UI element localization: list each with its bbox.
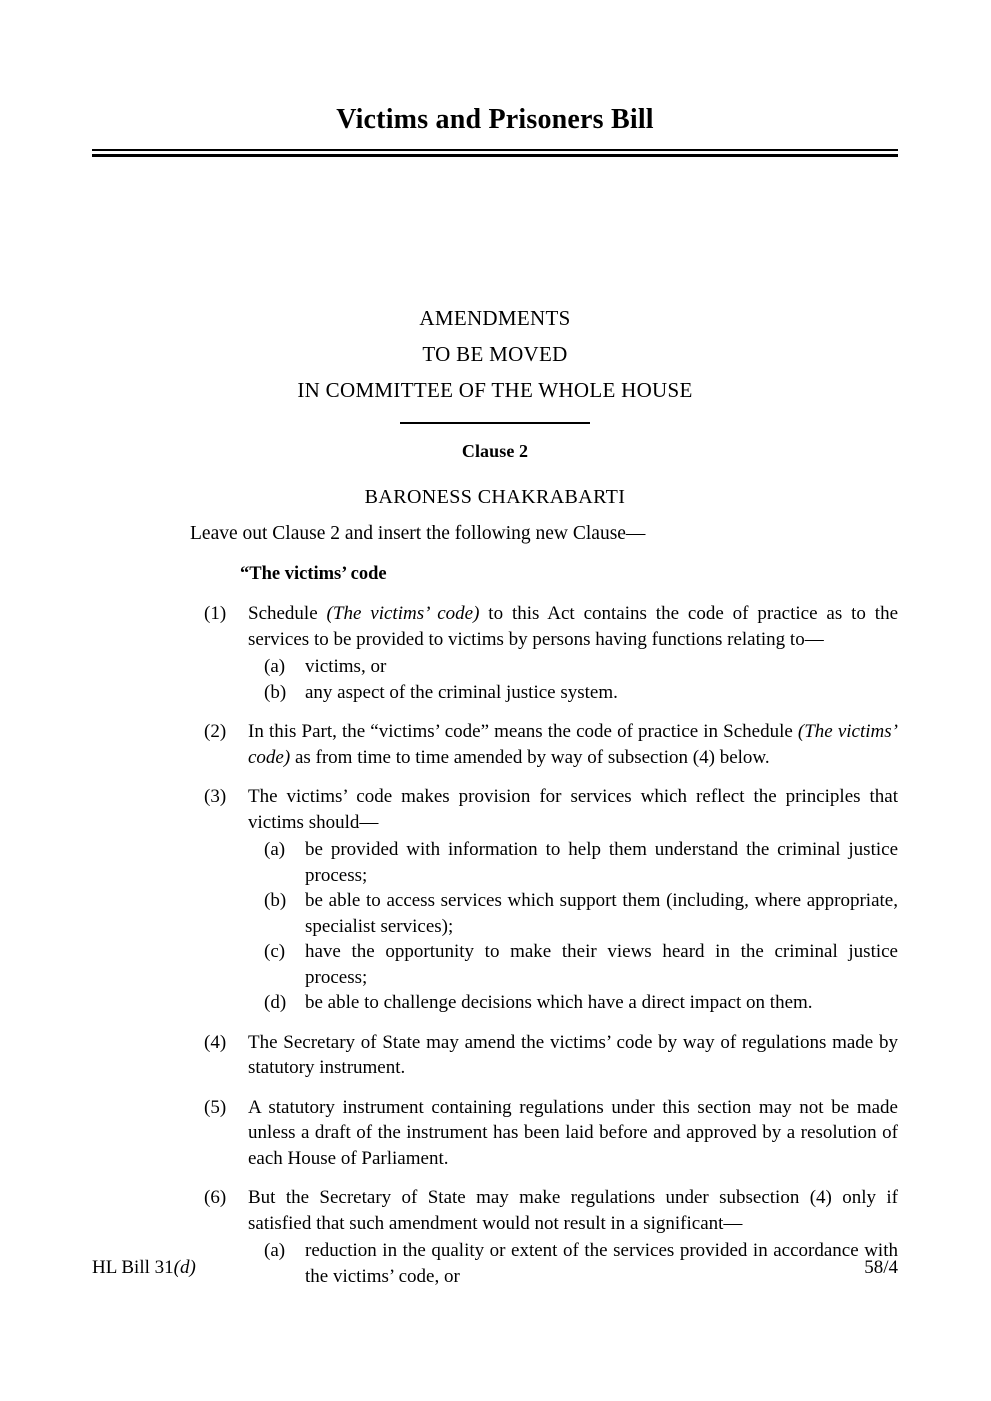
header-line-to-be-moved: TO BE MOVED [422,342,568,366]
item-text: be provided with information to help them understand the criminal justice process; [305,839,898,886]
clause-heading: Clause 2 [461,440,529,461]
list-item [0,939,991,990]
subsection-text-after: to this Act contains the code of practice as to the services to be provided to victims by persons having functions relating to— [248,603,899,650]
item-marker: (d) [264,992,287,1013]
subsection-marker: (3) [204,786,227,807]
title-rule-thin [92,149,898,151]
subsection [0,601,991,652]
subsection-marker: (6) [204,1187,227,1208]
amendments-header [92,300,898,509]
page-reference: 58/4 [864,1257,898,1278]
list-item [0,990,991,1016]
item-marker: (b) [264,681,287,703]
item-text: be able to challenge decisions which have a direct impact on them. [305,992,813,1013]
item-marker: (a) [264,839,286,860]
header-line-in-committee: IN COMMITTEE OF THE WHOLE HOUSE [297,378,693,402]
item-marker: (b) [264,890,287,911]
subsection-italic-reference: (The victims’ code) [248,721,898,768]
header-divider-rule [400,422,590,424]
item-list [0,837,991,1016]
title-block [92,104,898,157]
item-text: have the opportunity to make their views heard in the criminal justice process; [305,941,898,988]
lead-in-text: Leave out Clause 2 and insert the following new Clause— [190,523,646,544]
item-list [0,654,991,705]
subsection [0,1185,991,1236]
subsection [0,1030,991,1081]
header-line-amendments: AMENDMENTS [419,306,571,330]
item-text: be able to access services which support them (including, where appropriate, specialist services); [305,890,898,937]
subsection-marker: (5) [204,1096,227,1118]
item-marker: (a) [264,656,286,677]
page-title: Victims and Prisoners Bill [336,104,654,135]
page-footer [92,1255,898,1281]
bill-number-prefix: HL Bill 31 [92,1257,174,1278]
subsection-marker: (4) [204,1031,227,1053]
subsection [0,719,991,770]
item-text: reduction in the quality or extent of the services provided in accordance with the victims’ code, or [305,1240,898,1287]
subsection-text-before: In this Part, the “victims’ code” means the code of practice in Schedule [248,721,798,742]
subsection-text: The Secretary of State may amend the victims’ code by way of regulations made by statutory instrument. [248,1031,898,1078]
subsection-text-before: Schedule [248,603,327,624]
list-item [0,654,991,680]
subsection [0,1095,991,1172]
list-item [0,680,991,706]
list-item [0,888,991,939]
bill-number [92,1255,196,1281]
list-item [0,837,991,888]
subsection-text: But the Secretary of State may make regulations under subsection (4) only if satisfied that such amendment would not result in a significant— [248,1187,898,1234]
item-marker: (a) [264,1240,286,1261]
subsection-text: The victims’ code makes provision for services which reflect the principles that victims should— [248,786,898,833]
item-marker: (c) [264,941,286,962]
item-text: any aspect of the criminal justice system. [305,681,618,703]
subsection [0,784,991,835]
subsection-marker: (1) [204,603,227,624]
title-rule-thick [92,154,898,157]
subsection-italic-reference: (The victims’ code) [326,603,480,624]
new-clause-heading: “The victims’ code [240,564,387,584]
subsection-marker: (2) [204,721,227,742]
subsection-text: A statutory instrument containing regulations under this section may not be made unless a draft of the instrument has been laid before and approved by a resolution of each House of Parliament. [248,1096,898,1169]
item-text: victims, or [305,656,387,677]
sponsor-name: BARONESS CHAKRABARTI [364,485,626,508]
bill-number-suffix: (d) [173,1257,196,1278]
subsection-text-after: as from time to time amended by way of subsection (4) below. [290,746,770,768]
amendment-body [0,520,991,1289]
